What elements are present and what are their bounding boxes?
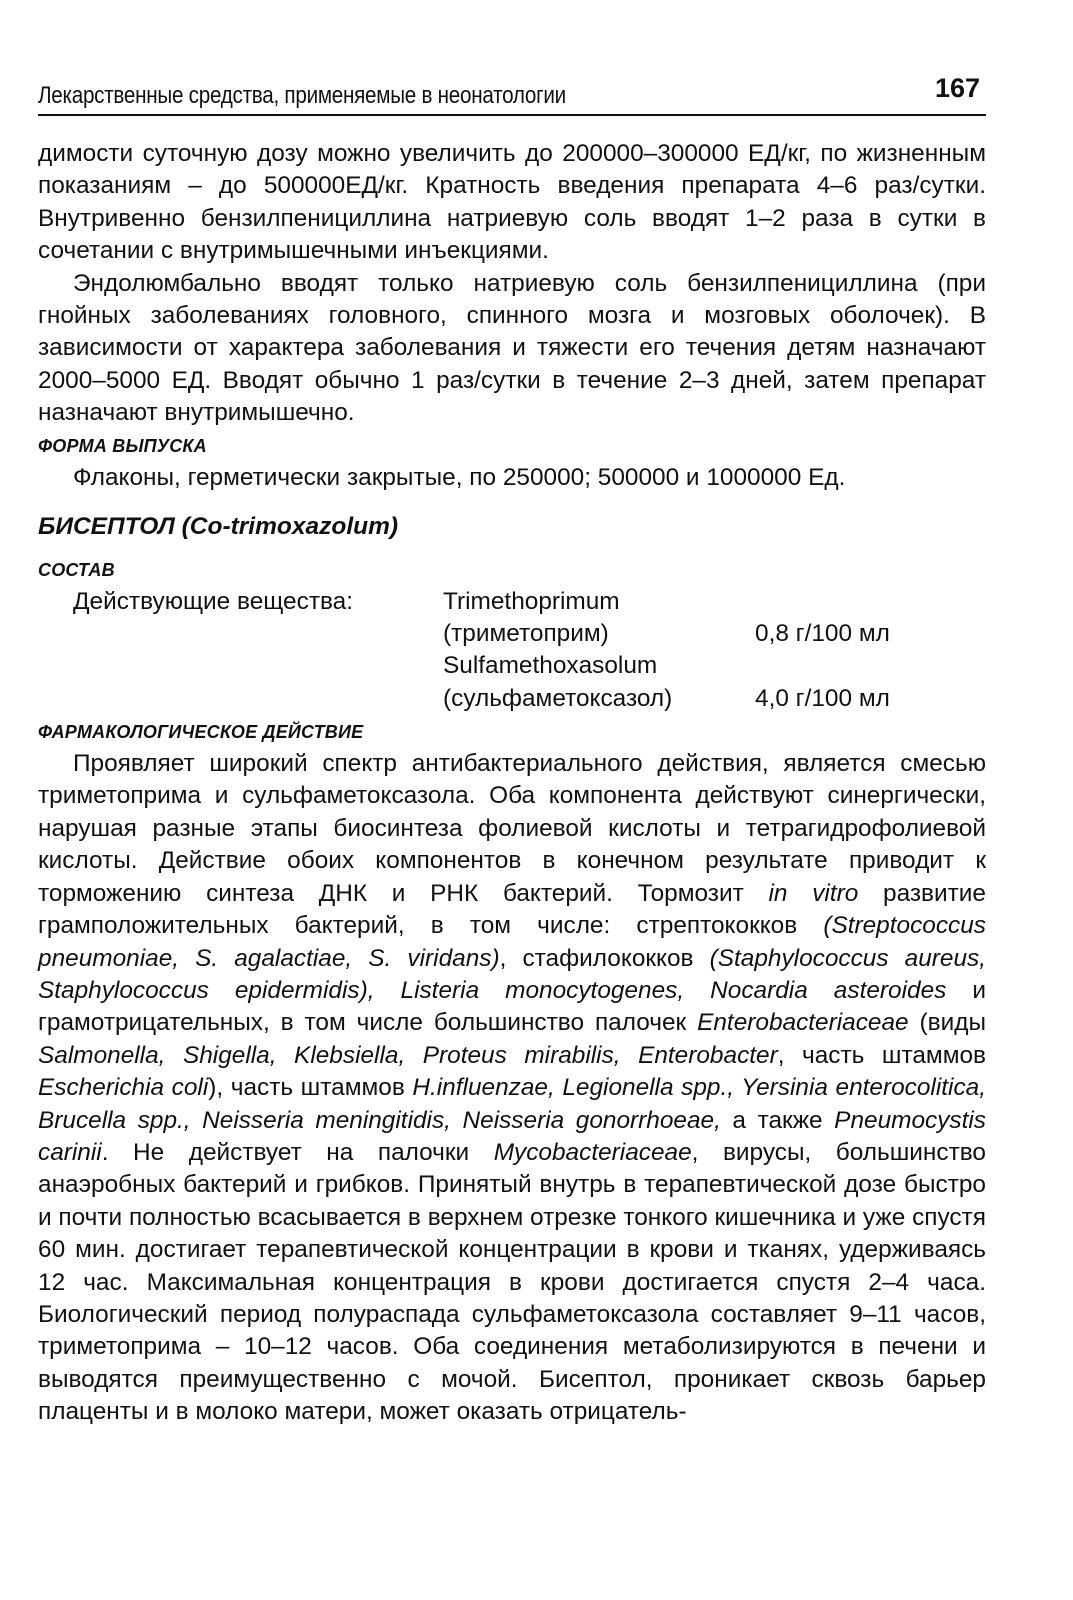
composition-table	[38, 586, 986, 716]
book-page	[38, 66, 986, 1429]
composition-item-dose: 0,8 г/100 мл	[755, 620, 890, 648]
composition-label: Действующие вещества:	[73, 588, 354, 616]
text-run: , вирусы, большинство анаэробных бактерий и грибков. Принятый внутрь в терапевтической дозе быстро и почти полностью всасывается в верхнем отрезке тонкого кишечника и уже спустя 60 мин. достигает терапевтической концентрации в крови и тканях, удерживаясь 12 час. Максимальная концентрация в крови достигается спустя 2–4 часа. Биологический период полураспада сульфаметоксазола составляет 9–11 часов, триметоприма – 10–12 часов. Оба соединения метаболизируются в печени и выводятся преимущественно с мочой. Бисептол, проникает сквозь барьер плаценты и в молоко матери, может оказать отрицатель-	[38, 1138, 986, 1426]
italic-run: in vitro	[768, 879, 859, 907]
composition-item-name: Trimethoprimum	[443, 588, 620, 616]
composition-item-dose: 4,0 г/100 мл	[755, 685, 890, 713]
composition-item-ru: (сульфаметоксазол)	[443, 685, 673, 713]
italic-run: Salmonella, Shigella, Klebsiella, Proteus mirabilis, Enterobacter	[38, 1041, 778, 1069]
page-number: 167	[934, 73, 980, 103]
italic-run: Escherichia coli	[38, 1074, 209, 1102]
italic-run: H.influenzae, Legionella spp., Yersinia enterocolitica, Brucella spp., Neisseria meningitidis, Neisseria gonorrhoeae,	[38, 1074, 986, 1134]
paragraph-pharmacology	[38, 748, 986, 1429]
section-heading-form: ФОРМА ВЫПУСКА	[38, 435, 207, 456]
italic-run: Mycobacteriaceae	[493, 1138, 692, 1166]
composition-item-name: Sulfamethoxasolum	[443, 652, 658, 680]
text-run: (виды	[908, 1009, 986, 1037]
text-run: развитие грамположительных бактерий, в том числе: стрептококков	[38, 879, 986, 940]
text-run: ), часть штаммов	[208, 1074, 413, 1102]
header-title: Лекарственные средства, применяемые в неонатологии	[38, 82, 566, 109]
paragraph-form: Флаконы, герметически закрытые, по 250000; 500000 и 1000000 Ед.	[73, 463, 846, 491]
italic-run: (Streptococcus pneumoniae, S. agalactiae, S. viridans)	[38, 912, 986, 972]
text-run: , часть штаммов	[777, 1041, 986, 1069]
italic-run: Pneumocystis carinii	[38, 1106, 986, 1166]
section-heading-pharmacology: ФАРМАКОЛОГИЧЕСКОЕ ДЕЙСТВИЕ	[38, 722, 364, 743]
page-content	[38, 138, 986, 1429]
italic-run: (Staphylococcus aureus, Staphylococcus epidermidis), Listeria monocytogenes, Nocardia asteroides	[38, 944, 986, 1004]
text-run: , стафилококков	[499, 944, 710, 972]
text-run: . Не действует на палочки	[101, 1138, 494, 1166]
composition-item-ru: (триметоприм)	[443, 620, 609, 648]
italic-run: Enterobacteriaceae	[697, 1009, 909, 1037]
running-header	[38, 66, 986, 116]
drug-title: БИСЕПТОЛ (Co-trimoxazolum)	[38, 513, 399, 541]
text-run: Проявляет широкий спектр антибактериального действия, является смесью триметоприма и сульфаметоксазола. Оба компонента действуют синергически, нарушая разные этапы биосинтеза фолиевой кислоты и тетрагидрофолиевой кислоты. Действие обоих компонентов в конечном результате приводит к торможению синтеза ДНК и РНК бактерий. Тормозит	[38, 750, 986, 907]
section-heading-composition: СОСТАВ	[38, 560, 115, 581]
paragraph-endolumbal: Эндолюмбально вводят только натриевую соль бензилпенициллина (при гнойных заболеваниях головного, спинного мозга и мозговых оболочек). В зависимости от характера заболевания и тяжести его течения детям назначают 2000–5000 ЕД. Вводят обычно 1 раз/сутки в течение 2–3 дней, затем препарат назначают внутримышечно.	[38, 269, 986, 427]
paragraph-dosage: димости суточную дозу можно увеличить до 200000–300000 ЕД/кг, по жизненным показаниям – до 500000ЕД/кг. Кратность введения препарата 4–6 раз/сутки. Внутривенно бензилпенициллина натриевую соль вводят 1–2 раза в сутки в сочетании с внутримышечными инъекциями.	[38, 140, 986, 265]
text-run: а также	[720, 1106, 835, 1134]
text-run: и грамотрицательных, в том числе большинство палочек	[38, 976, 986, 1037]
